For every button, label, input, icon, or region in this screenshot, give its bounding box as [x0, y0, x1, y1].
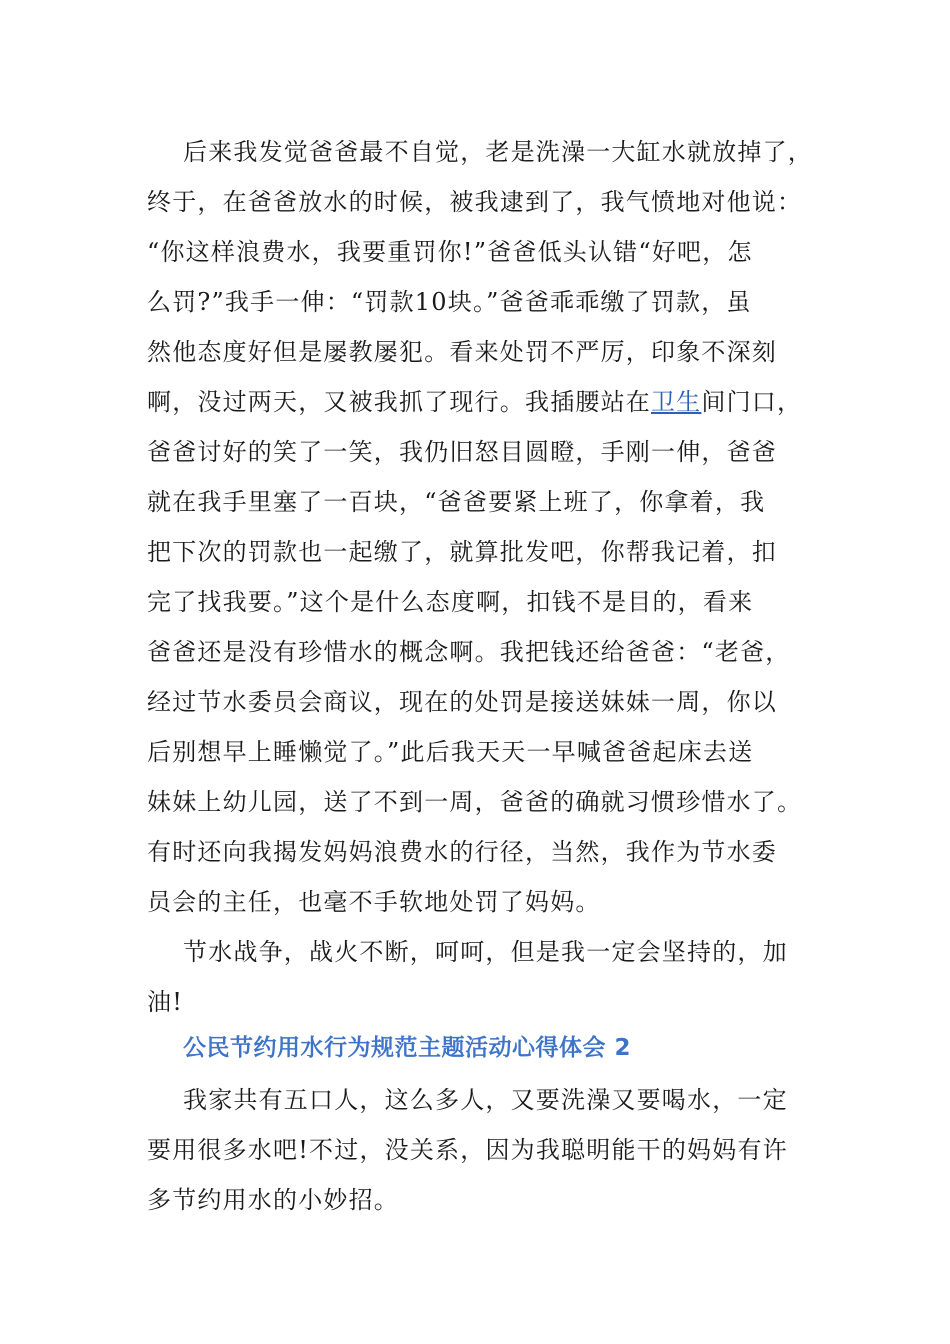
paragraph-line: 油!: [147, 988, 184, 1016]
paragraph-line: 爸爸还是没有珍惜水的概念啊。我把钱还给爸爸：“老爸，: [147, 638, 791, 666]
paragraph-line: 妹妹上幼儿园，送了不到一周，爸爸的确就习惯珍惜水了。: [147, 788, 803, 816]
bathroom-link[interactable]: 卫生: [651, 388, 702, 416]
paragraph-line: 就在我手里塞了一百块，“爸爸要紧上班了，你拿着，我: [147, 488, 766, 516]
paragraph-line: 我家共有五口人，这么多人，又要洗澡又要喝水，一定: [183, 1086, 788, 1114]
paragraph-line: “你这样浪费水，我要重罚你!”爸爸低头认错“好吧，怎: [147, 238, 753, 266]
paragraph-line: 完了找我要。”这个是什么态度啊，扣钱不是目的，看来: [147, 588, 754, 616]
line-text: 间门口，: [701, 388, 803, 416]
paragraph-line: 么罚?”我手一伸：“罚款10块。”爸爸乖乖缴了罚款，虽: [147, 288, 752, 316]
paragraph-line: 爸爸讨好的笑了一笑，我仍旧怒目圆瞪，手刚一伸，爸爸: [147, 438, 777, 466]
paragraph-line: 终于，在爸爸放水的时候，被我逮到了，我气愤地对他说：: [147, 188, 803, 216]
paragraph-line: 多节约用水的小妙招。: [147, 1186, 399, 1214]
section-heading: 公民节约用水行为规范主题活动心得体会 2: [183, 1035, 632, 1061]
paragraph-line: 要用很多水吧!不过，没关系，因为我聪明能干的妈妈有许: [147, 1136, 788, 1164]
paragraph-line: 把下次的罚款也一起缴了，就算批发吧，你帮我记着，扣: [147, 538, 777, 566]
line-text: 啊，没过两天，又被我抓了现行。我插腰站在: [147, 388, 651, 416]
paragraph-line: [147, 385, 807, 419]
paragraph-line: 然他态度好但是屡教屡犯。看来处罚不严厉，印象不深刻: [147, 338, 777, 366]
paragraph-line: 后来我发觉爸爸最不自觉，老是洗澡一大缸水就放掉了，: [183, 138, 813, 166]
paragraph-line: 后别想早上睡懒觉了。”此后我天天一早喊爸爸起床去送: [147, 738, 754, 766]
paragraph-line: 经过节水委员会商议，现在的处罚是接送妹妹一周，你以: [147, 688, 777, 716]
paragraph-line: 有时还向我揭发妈妈浪费水的行径，当然，我作为节水委: [147, 838, 777, 866]
paragraph-line: 节水战争，战火不断，呵呵，但是我一定会坚持的，加: [183, 938, 788, 966]
paragraph-line: 员会的主任，也毫不手软地处罚了妈妈。: [147, 888, 601, 916]
